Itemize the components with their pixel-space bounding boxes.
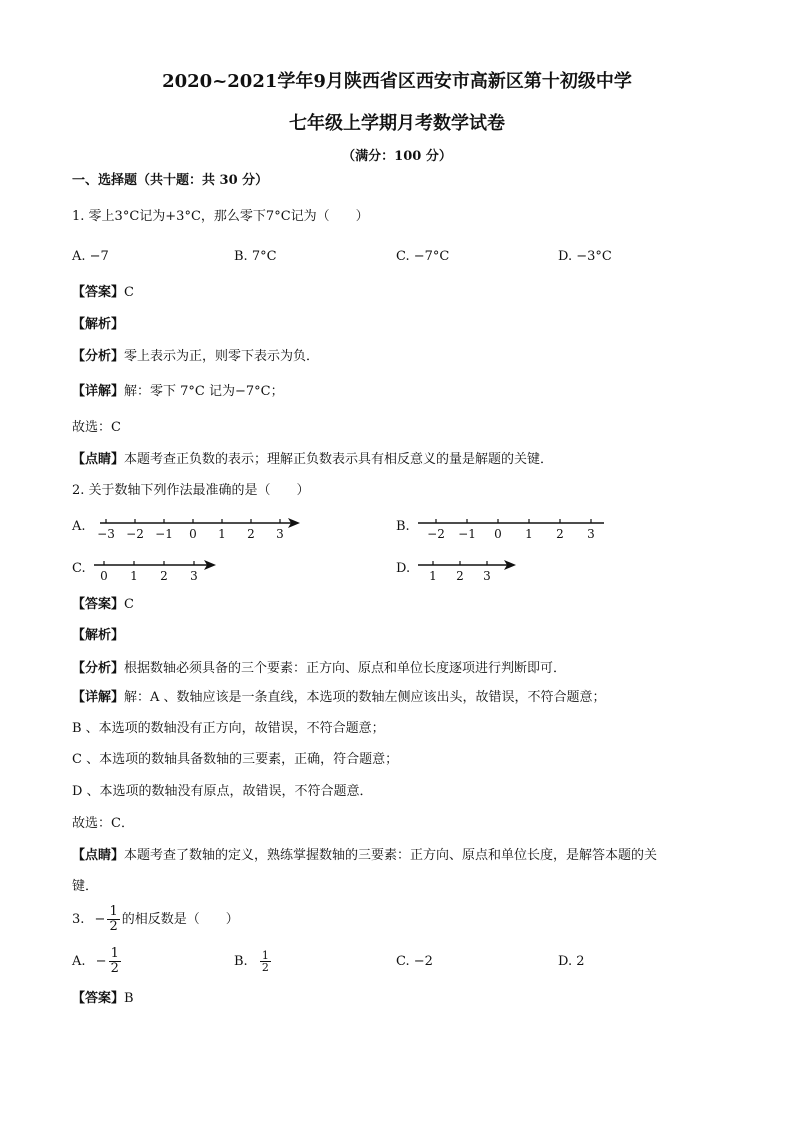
axis-tick-label: 2 [160,569,168,583]
axis-tick-label: 1 [429,569,437,583]
q1-option-d: D. −3°C [558,249,612,264]
q1-analysis-tag: 【解析】 [72,317,125,332]
q1-stem: 1. 零上3°C记为+3°C，那么零下7°C记为（ ） [72,209,369,224]
title-line-2: 七年级上学期月考数学试卷 [289,113,505,134]
q1-fenxi: 【分析】零上表示为正，则零下表示为负． [72,349,320,364]
axis-tick-label: 1 [130,569,138,583]
full-score: （满分：100 分） [342,149,452,164]
q3-option-a: A. − $\frac{1}{2}$ [72,946,119,976]
number-line-d [416,554,521,586]
axis-tick-label: 2 [456,569,464,583]
q2-option-b-label: B. [396,519,410,534]
title-line-1: 2020~2021学年9月陕西省区西安市高新区第十初级中学 [162,71,632,92]
q3-option-d: D. 2 [558,954,585,969]
q1-xiangjie: 【详解】解：零下 7°C 记为−7°C； [72,384,284,399]
q3-option-b: B. $\frac{1}{2}$ [234,949,269,974]
q3-answer: 【答案】B [72,991,134,1006]
axis-tick-label: 0 [100,569,108,583]
axis-tick-label: −1 [155,527,173,541]
axis-tick-label: 3 [190,569,198,583]
q2-choose: 故选：C． [72,816,134,831]
q2-dianjing-line-2: 键． [72,879,99,894]
axis-tick-label: 3 [587,527,595,541]
q2-option-d-label: D. [396,561,411,576]
number-line-a [92,512,307,544]
q2-line-c: C 、本选项的数轴具备数轴的三要素，正确，符合题意； [72,752,399,767]
axis-tick-label: 2 [556,527,564,541]
q1-option-b: B. 7°C [234,249,277,264]
axis-tick-label: 2 [247,527,255,541]
q2-line-b: B 、本选项的数轴没有正方向，故错误，不符合题意； [72,721,385,736]
number-line-b [416,512,611,544]
axis-tick-label: −2 [427,527,445,541]
section-1-heading: 一、选择题（共十题：共 30 分） [72,173,269,188]
q1-option-c: C. −7°C [396,249,450,264]
q2-fenxi: 【分析】根据数轴必须具备的三个要素：正方向、原点和单位长度逐项进行判断即可． [72,661,567,676]
q2-stem: 2. 关于数轴下列作法最准确的是（ ） [72,483,310,498]
q3-option-c: C. −2 [396,954,433,969]
axis-tick-label: −3 [97,527,115,541]
axis-tick-label: −2 [126,527,144,541]
q2-answer: 【答案】C [72,597,134,612]
axis-tick-label: 1 [525,527,533,541]
axis-tick-label: 0 [189,527,197,541]
q2-dianjing-line-1: 【点睛】本题考查了数轴的定义，熟练掌握数轴的三要素：正方向、原点和单位长度，是解答本题的关 [72,848,658,863]
q2-analysis-tag: 【解析】 [72,628,125,643]
axis-tick-label: 0 [494,527,502,541]
q2-option-c-label: C. [72,561,86,576]
q1-dianjing: 【点睛】本题考查正负数的表示；理解正负数表示具有相反意义的量是解题的关键． [72,452,554,467]
axis-tick-label: 3 [483,569,491,583]
q2-xiangjie: 【详解】解：A 、数轴应该是一条直线，本选项的数轴左侧应该出头，故错误，不符合题意； [72,690,606,705]
q2-line-d: D 、本选项的数轴没有原点，故错误，不符合题意． [72,784,373,799]
q1-option-a: A. −7 [72,249,109,264]
number-line-c [92,554,222,586]
q2-option-a-label: A. [72,519,86,534]
q1-choose: 故选：C [72,420,121,435]
axis-tick-label: 1 [218,527,226,541]
q3-stem: 3. − $\frac{1}{2}$ 的相反数是（ ） [72,904,239,934]
q1-answer: 【答案】C [72,285,134,300]
axis-tick-label: −1 [458,527,476,541]
axis-tick-label: 3 [276,527,284,541]
